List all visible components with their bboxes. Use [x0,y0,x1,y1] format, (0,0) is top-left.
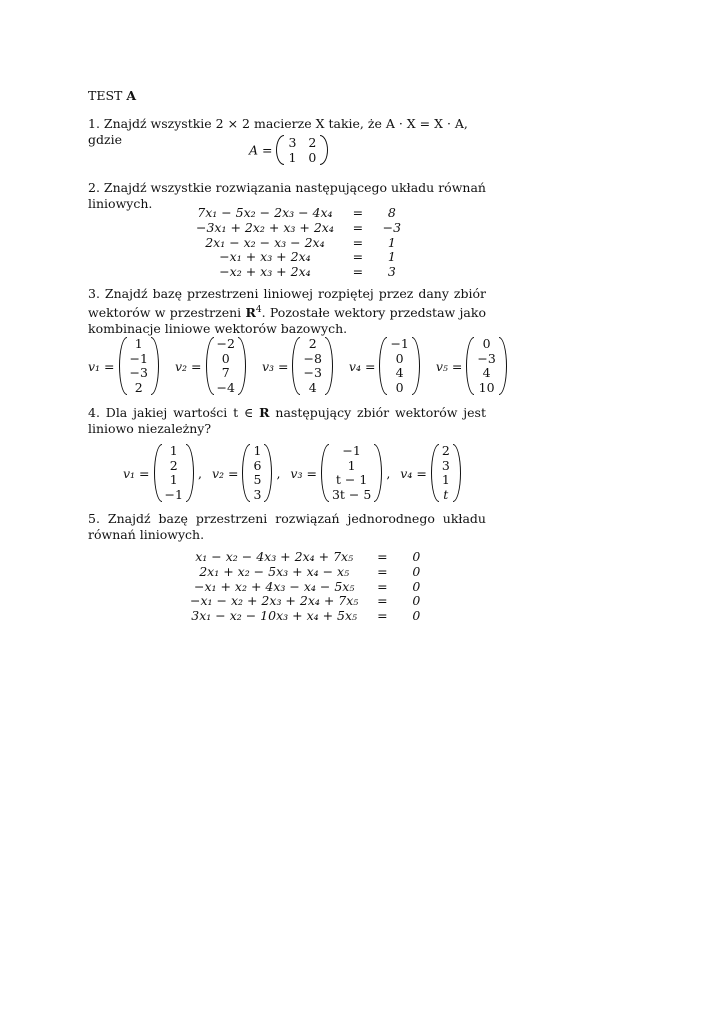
left-paren [206,337,214,395]
equation-lhs: 2x₁ − x₂ − x₃ − 2x₄ [205,234,325,250]
right-paren [264,444,272,502]
right-paren [412,337,420,395]
right-paren [453,444,461,502]
vector-entry: −2 [216,336,235,351]
vector-entry: 0 [482,336,491,351]
vector-entries [439,444,453,502]
left-paren [466,337,474,395]
vector-separator: , [386,465,391,481]
right-paren [151,337,159,395]
equation-rhs: 0 [412,563,421,579]
vector-entry: 1 [169,472,178,487]
vector-entry: 2 [169,457,178,473]
equation-row [196,206,402,221]
equation-row [190,609,426,624]
left-paren [154,444,162,502]
column-vector [292,337,332,395]
equation-rhs: 1 [387,234,396,250]
vector-entry: 0 [395,350,404,366]
equation-lhs: −x₂ + x₃ + 2x₄ [219,264,311,280]
vector-label: v₄ = [348,358,376,374]
matrix-cell: 0 [308,150,317,165]
problem-4-text [88,405,486,437]
equation-row [190,565,426,580]
right-paren [186,444,194,502]
problem-3-text-b: . Pozostałe wektory przedstaw jako kombinacje liniowe wektorów bazowych. [88,305,486,337]
column-vector [379,337,419,395]
vector-entry: 2 [308,336,317,351]
matrix-a [276,135,328,165]
problem-4-text-a: 4. Dla jakiej wartości t ∈ [88,405,260,420]
column-vector [242,444,272,502]
vector-entries [329,444,374,502]
problem-3-text [88,286,486,337]
vector-entry: −3 [303,365,322,380]
column-vector [206,337,246,395]
space-dimension: 4 [255,305,262,315]
problem-4-text-b: następujący zbiór wektorów jest liniowo niezależny? [88,405,486,436]
problem-2-text: 2. Znajdź wszystkie rozwiązania następującego układu równań liniowych. [88,180,486,211]
vector-entry: 10 [478,379,495,395]
equation-row [196,221,402,236]
matrix-cell: 2 [308,135,317,150]
problem-3-vectors [88,337,507,395]
left-paren [292,337,300,395]
equation-lhs: x₁ − x₂ − 4x₃ + 2x₄ + 7x₅ [195,549,354,564]
equation-rhs: 8 [387,205,396,220]
equals-sign: = [352,219,364,235]
vector-label: v₂ = [174,358,202,374]
vector-entry: 4 [482,365,491,380]
vector-entries [387,337,411,395]
column-vector [431,444,461,502]
test-title-text: TEST [88,88,123,103]
vector-entry: 1 [134,336,143,351]
vector-entries [474,337,498,395]
vector-entry: 1 [253,443,262,458]
vector-separator: , [197,465,202,481]
vector-entry: 4 [395,365,404,380]
equation-row [196,236,402,251]
problem-4-vectors [123,444,461,502]
left-paren [119,337,127,395]
matrix-cell: 3 [288,135,297,150]
vector-entry: −1 [164,486,183,502]
equation-lhs: −x₁ − x₂ + 2x₃ + 2x₄ + 7x₅ [190,593,359,609]
equation-rhs: 0 [412,608,421,624]
problem-1-text: 1. Znajdź wszystkie 2 × 2 macierze X takie, że A · X = X · A, gdzie [88,116,468,147]
vector-entry: −1 [342,443,361,458]
vector-entries [250,444,264,502]
problem-5-text: 5. Znajdź bazę przestrzeni rozwiązań jednorodnego układu równań liniowych. [88,511,486,542]
vector-entries [127,337,151,395]
vector-entry: 1 [441,472,450,487]
equation-row [196,250,402,265]
vector-entry: 3t − 5 [331,486,372,502]
vector-entry: 1 [347,457,356,473]
vector-entry: 0 [221,350,230,366]
right-paren [320,135,328,165]
equals-sign: = [377,593,388,609]
problem-5-system [190,550,426,624]
vector-entries [162,444,186,502]
vector-entry: 7 [221,365,230,380]
vector-label: v₁ = [88,358,115,374]
vector-entry: 5 [253,472,262,487]
left-paren [242,444,250,502]
vector-entry: 0 [395,379,404,395]
equals-sign: = [377,608,388,624]
vector-entry: 1 [169,443,178,458]
equals-sign: = [352,234,364,250]
vector-entries [214,337,238,395]
vector-entry: 3 [253,486,262,502]
equals-sign: = [352,249,364,265]
equation-lhs: −3x₁ + 2x₂ + x₃ + 2x₄ [196,219,334,235]
right-paren [325,337,333,395]
equation-rhs: 0 [412,578,421,594]
left-paren [379,337,387,395]
matrix-cell: 1 [288,150,297,165]
right-paren [499,337,507,395]
equation-lhs: −x₁ + x₃ + 2x₄ [219,249,311,265]
equation-lhs: 2x₁ + x₂ − 5x₃ + x₄ − x₅ [199,563,350,579]
problem-1-matrix-row [249,135,328,165]
vector-label: v₃ = [261,358,289,374]
vector-label: v₅ = [435,358,463,374]
vector-entry: 4 [308,379,317,395]
space-symbol: R [259,405,270,420]
equals-sign: = [377,549,388,564]
column-vector [466,337,506,395]
vector-entries [300,337,324,395]
equation-rhs: 3 [387,264,396,280]
vector-entry: 3 [441,457,450,473]
problem-3-text-a: 3. Znajdź bazę przestrzeni liniowej rozpiętej przez dany zbiór wektorów w przestrzeni [88,286,486,321]
test-title-variant: A [126,88,137,103]
column-vector [321,444,382,502]
column-vector [154,444,194,502]
equals-sign: = [352,264,364,280]
vector-entry: −3 [129,365,148,380]
equals-sign: = [377,578,388,594]
equation-lhs: 7x₁ − 5x₂ − 2x₃ − 4x₄ [197,205,333,220]
right-paren [238,337,246,395]
test-title [88,88,136,103]
vector-entry: t [443,486,449,502]
left-paren [431,444,439,502]
vector-label: v₂ = [211,465,239,481]
equation-rhs: 0 [412,593,421,609]
equals-sign: = [377,563,388,579]
equation-row [190,594,426,609]
equals-sign: = [352,205,364,220]
equation-row [196,265,402,280]
space-symbol: R [245,305,256,321]
vector-entry: −1 [390,336,409,351]
matrix-a-label: A = [249,142,273,158]
vector-entry: −8 [303,350,322,366]
equation-row [190,580,426,595]
equation-row [190,550,426,565]
equation-lhs: 3x₁ − x₂ − 10x₃ + x₄ + 5x₅ [191,608,358,624]
vector-entry: 2 [441,443,450,458]
column-vector [119,337,159,395]
left-paren [321,444,329,502]
equation-lhs: −x₁ + x₂ + 4x₃ − x₄ − 5x₅ [193,578,355,594]
equation-rhs: −3 [382,219,402,235]
vector-separator: , [276,465,281,481]
left-paren [276,135,284,165]
matrix-a-cells [284,135,320,165]
problem-2-system [196,206,402,280]
vector-label: v₁ = [123,465,150,481]
equation-rhs: 0 [412,549,421,564]
equation-rhs: 1 [387,249,396,265]
vector-label: v₃ = [290,465,317,481]
vector-entry: −1 [129,350,148,366]
vector-entry: −4 [216,379,235,395]
vector-entry: t − 1 [335,472,368,487]
vector-label: v₄ = [400,465,427,481]
vector-entry: 6 [253,457,262,473]
vector-entry: 2 [134,379,143,395]
right-paren [374,444,382,502]
vector-entry: −3 [477,350,496,366]
